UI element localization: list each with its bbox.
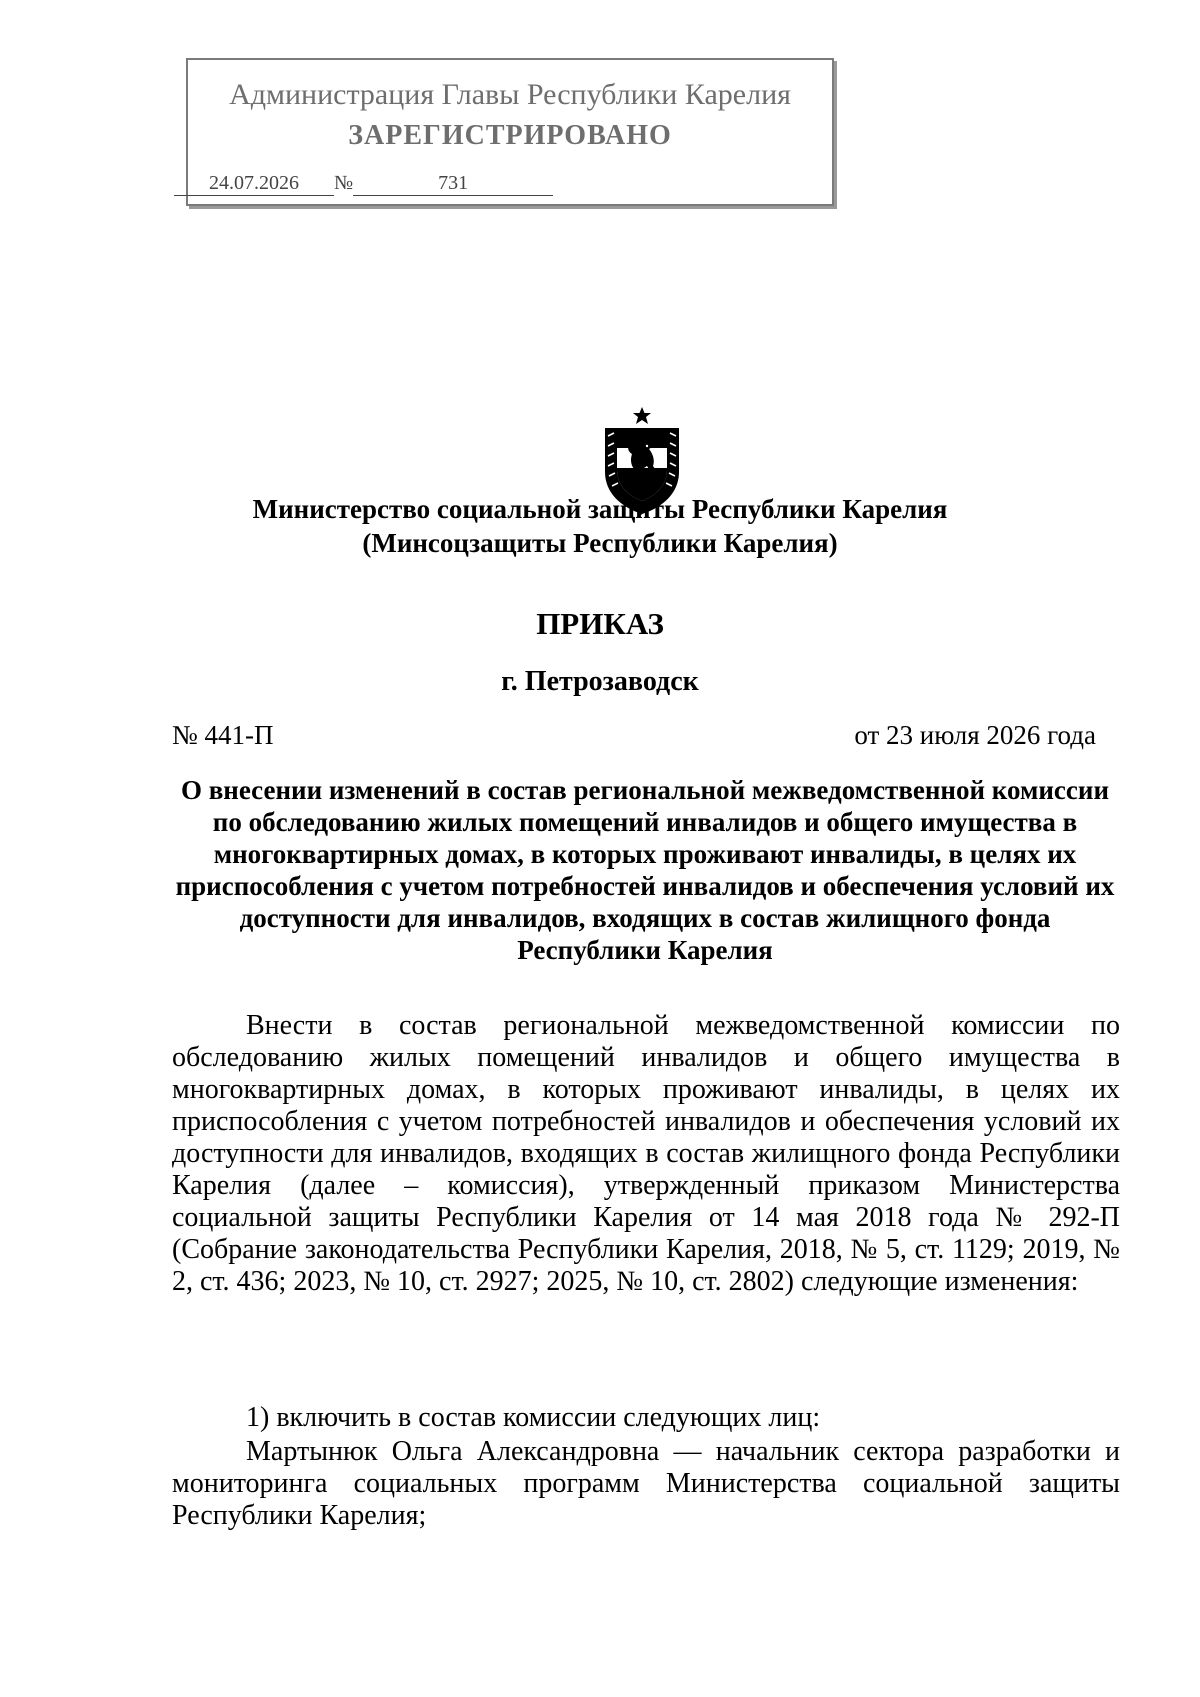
order-date: от 23 июля 2026 года xyxy=(854,720,1096,750)
stamp-registration-line xyxy=(174,172,553,196)
body-paragraph-1: Внести в состав региональной межведомственной комиссии по обследованию жилых помещений инвалидов и общего имущества в многоквартирных домах, в которых проживают инвалиды, в целях их приспособления с учетом потребностей инвалидов и обеспечения условий их доступности для инвалидов, входящих в состав жилищного фонда Республики Карелия (далее – комиссия), утвержденный приказом Министерства социальной защиты Республики Карелия от 14 мая 2018 года № 292-П (Собрание законодательства Республики Карелия, 2018, № 5, ст. 1129; 2019, № 2, ст. 436; 2023, № 10, ст. 2927; 2025, № 10, ст. 2802) следующие изменения: xyxy=(172,1010,1120,1297)
stamp-num-label: № xyxy=(334,172,354,194)
order-number: № 441-П xyxy=(172,720,274,750)
stamp-number: 731 xyxy=(353,172,553,196)
order-subject: О внесении изменений в состав региональной межведомственной комиссии по обследованию жилых помещений инвалидов и общего имущества в многоквартирных домах, в которых проживают инвалиды, в целях их приспособления с учетом потребностей инвалидов и обеспечения условий их доступности для инвалидов, входящих в состав жилищного фонда Республики Карелия xyxy=(175,775,1115,965)
stamp-date: 24.07.2026 xyxy=(174,172,334,196)
ministry-short-name: (Минсоцзащиты Республики Карелия) xyxy=(362,528,838,558)
registration-stamp xyxy=(186,58,834,206)
document-type: ПРИКАЗ xyxy=(536,606,664,641)
ministry-name: Министерство социальной защиты Республики Карелия xyxy=(252,494,948,524)
city: г. Петрозаводск xyxy=(501,666,699,697)
stamp-administration: Администрация Главы Республики Карелия xyxy=(229,78,791,111)
stamp-registered: ЗАРЕГИСТРИРОВАНО xyxy=(348,120,672,151)
body-paragraph-3: Мартынюк Ольга Александровна — начальник сектора разработки и мониторинга социальных программ Министерства социальной защиты Республики Карелия; xyxy=(172,1436,1120,1531)
body-paragraph-2: 1) включить в состав комиссии следующих лиц: xyxy=(246,1402,821,1433)
